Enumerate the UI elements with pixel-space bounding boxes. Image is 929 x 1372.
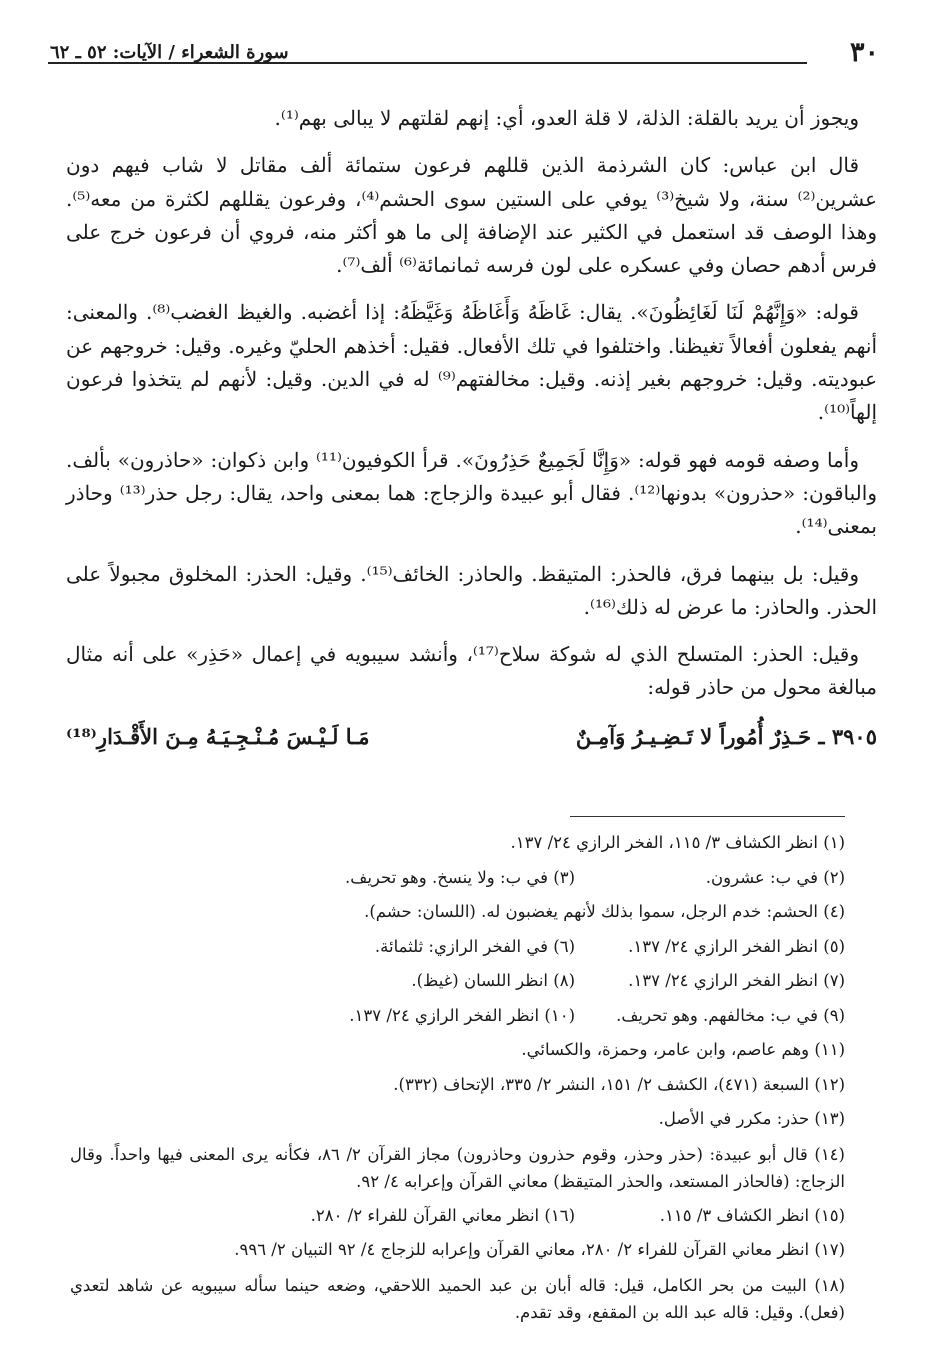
footnote: (١٠) انظر الفخر الرازي ٢٤/ ١٣٧.: [349, 1005, 575, 1025]
footnote: (٣) في ب: ولا ينسخ. وهو تحريف.: [345, 867, 575, 887]
footnote: (١) انظر الكشاف ٣/ ١١٥، الفخر الرازي ٢٤/ ١٣٧.: [510, 833, 845, 852]
footnote: (٦) في الفخر الرازي: ثلثمائة.: [374, 936, 575, 956]
paragraph: وأما وصفه قومه فهو قوله: «وَإِنَّا لَجَمِيعٌ حَذِرُونَ». قرأ الكوفيون⁽¹¹⁾ وابن ذكوان: «حاذرون» بألف. والباقون: «حذرون» بدونها⁽¹²⁾. فقال أبو عبيدة والزجاج: هما بمعنى واحد، يقال: رجل حذر⁽¹³⁾ وحاذر بمعنى⁽¹⁴⁾.: [66, 447, 877, 539]
footnote: (٨) انظر اللسان (غيظ).: [411, 971, 575, 990]
paragraph: قال ابن عباس: كان الشرذمة الذين قللهم فرعون ستمائة ألف مقاتل لا شاب فيهم دون عشرين⁽²⁾ سنة، ولا شيخ⁽³⁾ يوفي على الستين سوى الحشم⁽⁴⁾، وفرعون يقللهم لكثرة من معه⁽⁵⁾. وهذا الوصف قد استعمل في الكثير عند الإضافة إلى ما هو أكثر منه، فروي أن فرعون خرج على فرس أدهم حصان وفي عسكره على لون فرسه ثمانمائة⁽⁶⁾ ألف⁽⁷⁾.: [66, 153, 877, 278]
footnote: (٤) الحشم: خدم الرجل، سموا بذلك لأنهم يغضبون له. (اللسان: حشم).: [364, 902, 845, 921]
footnote: (١٨) البيت من بحر الكامل، قيل: قاله أبان بن عبد الحميد اللاحقي، وضعه حينما سأله سيبويه عن شاهد لتعدي (فعل). وقيل: قاله عبد الله بن المقفع، وقد تقدم.: [70, 1275, 845, 1322]
footnote-row: [70, 930, 845, 965]
footnote-row: [70, 999, 845, 1034]
footnote: (٧) انظر الفخر الرازي ٢٤/ ١٣٧.: [628, 971, 845, 990]
page-number: ٣٠: [849, 37, 879, 68]
footnote: (٥) انظر الفخر الرازي ٢٤/ ١٣٧.: [628, 936, 845, 956]
footnote-row: [70, 1199, 845, 1234]
paragraph: ويجوز أن يريد بالقلة: الذلة، لا قلة العدو، أي: إنهم لقلتهم لا يبالى بهم⁽¹⁾.: [274, 106, 859, 130]
poetry-verse: [66, 719, 877, 755]
footnote-row: [70, 861, 845, 896]
footnote: (٩) في ب: مخالفهم. وهو تحريف.: [616, 1005, 845, 1025]
footnotes: [70, 826, 845, 1330]
footnote: (١٤) قال أبو عبيدة: (حذر وحذر، وقوم حذرون وحاذرون) مجاز القرآن ٢/ ٨٦، فكأنه يرى المعنى فيها واحداً. وقال الزجاج: (فالحاذر المستعد، والحذر المتيقظ) معاني القرآن وإعرابه ٤/ ٩٢.: [70, 1144, 845, 1191]
footnote: (١٦) انظر معاني القرآن للفراء ٢/ ٢٨٠.: [310, 1205, 575, 1225]
verse-first-hemistich: ٣٩٠٥ ـ حَـذِرٌ أُمُوراً لا تَـضِـيـرُ وَآمِـنٌ: [575, 723, 877, 749]
header-rule: [48, 62, 807, 64]
footnote: (١٥) انظر الكشاف ٣/ ١١٥.: [659, 1205, 845, 1225]
paragraph: وقيل: الحذر: المتسلح الذي له شوكة سلاح⁽¹⁷⁾، وأنشد سيبويه في إعمال «حَذِر» على أنه مثال مبالغة محول من حاذر قوله:: [66, 642, 877, 700]
footnote-row: [70, 964, 845, 999]
footnote: (٢) في ب: عشرون.: [705, 867, 845, 887]
running-title: سورة الشعراء / الآيات: ٥٢ ـ ٦٢: [50, 42, 289, 63]
footnote: (١٧) انظر معاني القرآن للفراء ٢/ ٢٨٠، معاني القرآن وإعرابه للزجاج ٤/ ٩٢ التبيان ٢/ ٩٩٦.: [234, 1240, 845, 1259]
verse-second-hemistich: مَـا لَـيْـسَ مُـنْـجِـيَـهُ مِـنَ الأَقْـدَارِ⁽¹⁸⁾: [66, 723, 370, 749]
footnote: (١٣) حذر: مكرر في الأصل.: [658, 1109, 845, 1128]
footnote-rule: [570, 816, 845, 817]
main-text: [66, 100, 877, 755]
footnote: (١١) وهم عاصم، وابن عامر، وحمزة، والكسائي.: [521, 1040, 845, 1059]
paragraph: قوله: «وَإِنَّهُمْ لَنَا لَغَائِظُونَ». يقال: غَاظَهُ وَأَغَاظَهُ وَغَيَّظَهُ: إذا أغضبه. والغيظ الغضب⁽⁸⁾. والمعنى: أنهم يفعلون أفعالاً تغيظنا. واختلفوا في تلك الأفعال. فقيل: أخذهم الحليّ وغيره. وقيل: خروجهم عن عبوديته. وقيل: خروجهم بغير إذنه. وقيل: مخالفتهم⁽⁹⁾ له في الدين. وقيل: لأنهم لم يتخذوا فرعون إلهاً⁽¹⁰⁾.: [66, 300, 878, 425]
paragraph: وقيل: بل بينهما فرق، فالحذر: المتيقظ. والحاذر: الخائف⁽¹⁵⁾. وقيل: الحذر: المخلوق مجبولاً على الحذر. والحاذر: ما عرض له ذلك⁽¹⁶⁾.: [66, 561, 877, 619]
footnote: (١٢) السبعة (٤٧١)، الكشف ٢/ ١٥١، النشر ٢/ ٣٣٥، الإتحاف (٣٣٢).: [393, 1074, 845, 1094]
